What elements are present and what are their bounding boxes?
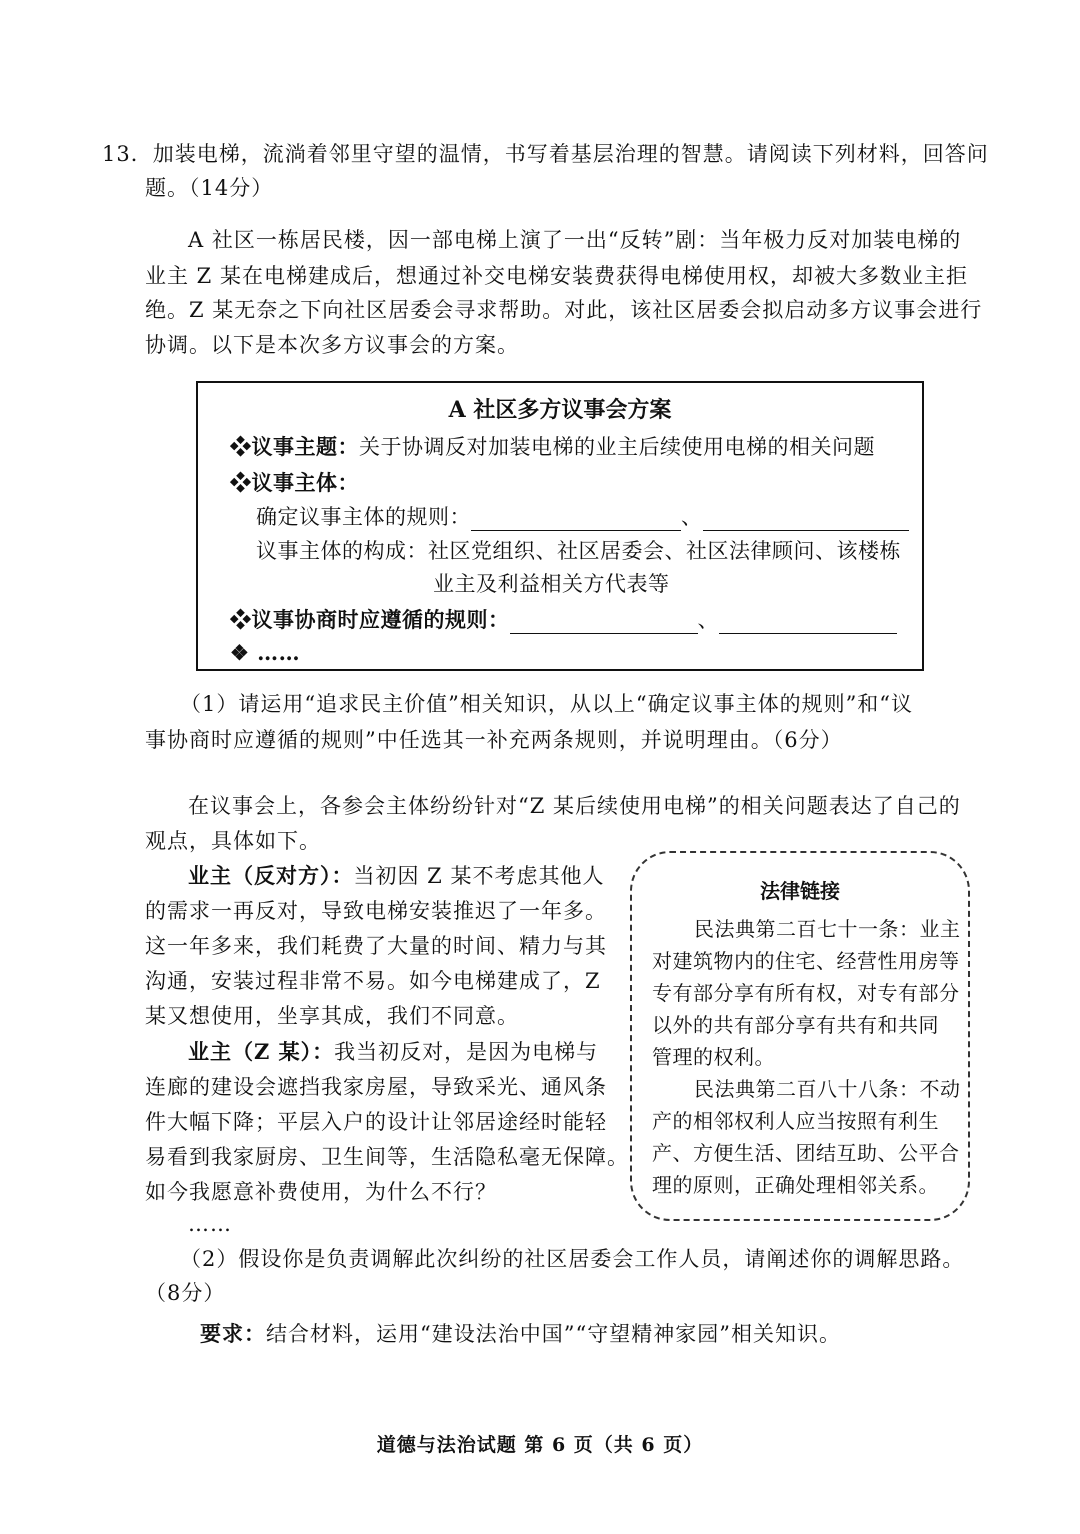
zowner-text: 我当初反对，是因为电梯与: [334, 1040, 599, 1064]
question-stem: 加装电梯，流淌着邻里守望的温情，书写着基层治理的智慧。请阅读下列材料，回答问: [152, 142, 989, 166]
material-line: 在议事会上，各参会主体纷纷针对“Z 某后续使用电梯”的相关问题表达了自己的: [188, 794, 961, 818]
opponent-line: 这一年多来，我们耗费了大量的时间、精力与其: [145, 934, 607, 958]
zowner-line: 如今我愿意补费使用，为什么不行？: [145, 1180, 497, 1204]
answer-blank[interactable]: [471, 510, 681, 531]
composition-text-2: 业主及利益相关方代表等: [433, 572, 670, 596]
law-line: 专有部分享有所有权，对专有部分: [652, 981, 960, 1005]
rule-label: 确定议事主体的规则：: [256, 505, 471, 529]
material-line: A 社区一栋居民楼，因一部电梯上演了一出“反转”剧：当年极力反对加装电梯的: [188, 228, 962, 252]
zowner-line: 易看到我家厨房、卫生间等，生活隐私毫无保障。: [145, 1145, 629, 1169]
requirement-text: 结合材料，运用“建设法治中国”“守望精神家园”相关知识。: [266, 1322, 841, 1346]
law-line: 民法典第二百八十八条：不动: [694, 1077, 961, 1101]
opponent-line: 的需求一再反对，导致电梯安装推迟了一年多。: [145, 899, 607, 923]
law-line: 理的原则，正确处理相邻关系。: [652, 1173, 939, 1197]
sub-question-1-line-1: （1）请运用“追求民主价值”相关知识，从以上“确定议事主体的规则”和“议: [180, 692, 914, 716]
opponent-label: 业主（反对方）：: [188, 863, 354, 888]
consult-label: ❖议事协商时应遵循的规则：: [230, 607, 510, 632]
zowner-ellipsis: ……: [188, 1212, 232, 1236]
law-line: 产、方便生活、团结互助、公平合: [652, 1141, 960, 1165]
zowner-line-1: [188, 1038, 598, 1066]
sub-question-2-line-1: （2）假设你是负责调解此次纠纷的社区居委会工作人员，请阐述你的调解思路。: [180, 1247, 965, 1271]
requirement-line: [200, 1320, 841, 1348]
material-line: 业主 Z 某在电梯建成后，想通过补交电梯安装费获得电梯使用权，却被大多数业主拒: [145, 264, 968, 288]
answer-blank[interactable]: [510, 613, 698, 634]
opponent-text: 当初因 Z 某不考虑其他人: [353, 864, 605, 888]
opponent-line: 某又想使用，坐享其成，我们不同意。: [145, 1004, 519, 1028]
material-line: 协调。以下是本次多方议事会的方案。: [145, 333, 519, 357]
topic-label: ❖议事主题：: [230, 434, 359, 459]
question-line-2: 题。（14分）: [145, 176, 274, 200]
answer-blank[interactable]: [719, 613, 897, 634]
sub-question-2-line-2: （8分）: [145, 1281, 226, 1305]
law-line: 管理的权利。: [652, 1045, 775, 1069]
plan-box: [196, 381, 924, 671]
rule-line: [256, 503, 909, 531]
zowner-line: 连廊的建设会遮挡我家房屋，导致采光、通风条: [145, 1075, 607, 1099]
zowner-line: 件大幅下降；平层入户的设计让邻居途经时能轻: [145, 1110, 607, 1134]
law-link-box: [630, 851, 970, 1221]
law-line: 对建筑物内的住宅、经营性用房等: [652, 949, 960, 973]
question-number: 13．: [102, 142, 153, 166]
subject-label: ❖议事主体：: [230, 470, 359, 495]
sub-question-1-line-2: 事协商时应遵循的规则”中任选其一补充两条规则，并说明理由。（6分）: [145, 728, 843, 752]
law-line: 以外的共有部分享有共有和共同: [652, 1013, 939, 1037]
law-line: 产的相邻权利人应当按照有利生: [652, 1109, 939, 1133]
composition-text: 社区党组织、社区居委会、社区法律顾问、该楼栋: [428, 539, 901, 563]
plan-more: ❖ ……: [230, 640, 301, 665]
law-line: 民法典第二百七十一条：业主: [694, 917, 961, 941]
answer-blank[interactable]: [703, 510, 909, 531]
opponent-line-1: [188, 862, 604, 890]
zowner-label: 业主（Z 某）：: [188, 1039, 335, 1064]
separator: 、: [697, 608, 719, 632]
composition-label: 议事主体的构成：: [256, 539, 428, 563]
question-line-1: [102, 140, 989, 168]
topic-text: 关于协调反对加装电梯的业主后续使用电梯的相关问题: [359, 435, 875, 459]
plan-topic: [230, 433, 875, 461]
separator: 、: [681, 505, 703, 529]
plan-title: A 社区多方议事会方案: [448, 397, 672, 423]
consult-line: [230, 606, 897, 634]
composition-line: [256, 537, 901, 565]
requirement-label: 要求：: [200, 1321, 266, 1346]
material-line: 观点，具体如下。: [145, 829, 321, 853]
law-title: 法律链接: [760, 879, 840, 903]
opponent-line: 沟通，安装过程非常不易。如今电梯建成了，Z: [145, 969, 601, 993]
material-line: 绝。Z 某无奈之下向社区居委会寻求帮助。对此，该社区居委会拟启动多方议事会进行: [145, 298, 983, 322]
page-footer: 道德与法治试题 第 6 页（共 6 页）: [376, 1434, 704, 1456]
